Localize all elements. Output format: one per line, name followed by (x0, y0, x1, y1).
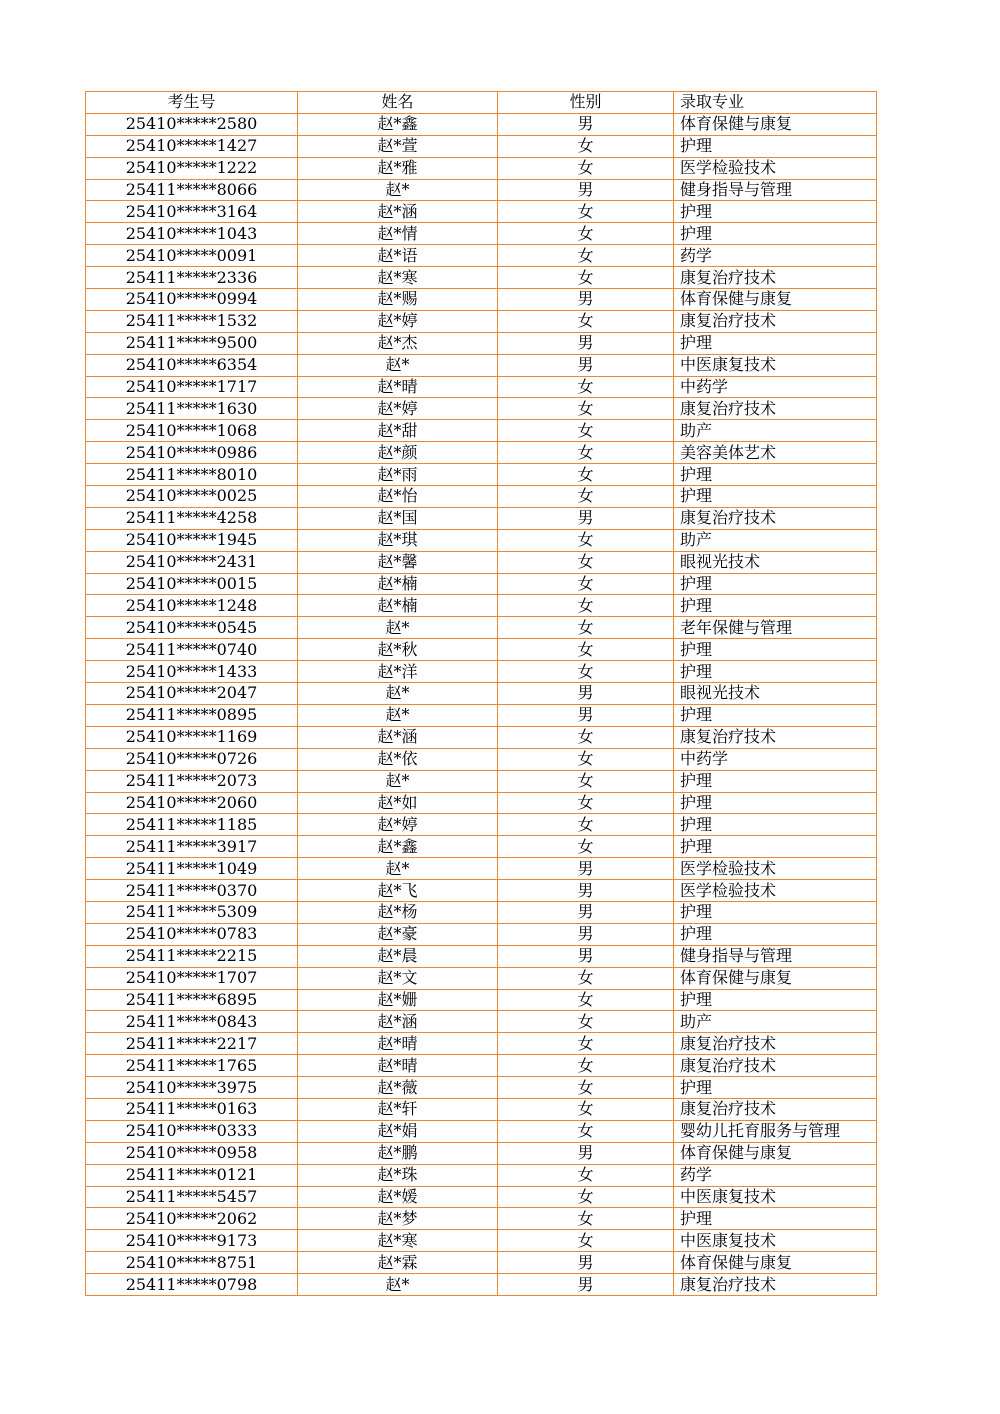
cell-exam-id: 25410*****9173 (86, 1230, 298, 1252)
cell-name: 赵*萱 (298, 135, 498, 157)
cell-major: 体育保健与康复 (674, 1252, 877, 1274)
cell-exam-id: 25411*****1532 (86, 310, 298, 332)
cell-name: 赵*轩 (298, 1098, 498, 1120)
cell-gender: 女 (498, 529, 674, 551)
cell-name: 赵*涵 (298, 201, 498, 223)
cell-gender: 女 (498, 223, 674, 245)
table-row (86, 704, 877, 726)
table-row (86, 223, 877, 245)
table-row (86, 1186, 877, 1208)
cell-exam-id: 25411*****0370 (86, 880, 298, 902)
cell-exam-id: 25411*****8066 (86, 179, 298, 201)
cell-exam-id: 25410*****2060 (86, 792, 298, 814)
cell-exam-id: 25410*****0994 (86, 289, 298, 311)
cell-name: 赵*霖 (298, 1252, 498, 1274)
cell-gender: 女 (498, 573, 674, 595)
cell-major: 健身指导与管理 (674, 945, 877, 967)
cell-name: 赵*琪 (298, 529, 498, 551)
table-row (86, 901, 877, 923)
table-row (86, 1274, 877, 1296)
cell-exam-id: 25411*****8010 (86, 464, 298, 486)
cell-major: 康复治疗技术 (674, 1274, 877, 1296)
cell-gender: 女 (498, 1033, 674, 1055)
cell-major: 护理 (674, 223, 877, 245)
cell-gender: 女 (498, 1055, 674, 1077)
cell-name: 赵*语 (298, 245, 498, 267)
table-row (86, 201, 877, 223)
cell-exam-id: 25410*****0025 (86, 486, 298, 508)
cell-gender: 男 (498, 113, 674, 135)
cell-name: 赵* (298, 683, 498, 705)
cell-exam-id: 25410*****0015 (86, 573, 298, 595)
cell-name: 赵*涵 (298, 726, 498, 748)
table-row (86, 792, 877, 814)
cell-exam-id: 25410*****1222 (86, 157, 298, 179)
cell-major: 体育保健与康复 (674, 113, 877, 135)
cell-gender: 男 (498, 901, 674, 923)
cell-major: 医学检验技术 (674, 858, 877, 880)
cell-gender: 女 (498, 157, 674, 179)
table-row (86, 639, 877, 661)
cell-name: 赵*婷 (298, 398, 498, 420)
cell-exam-id: 25410*****0958 (86, 1142, 298, 1164)
cell-exam-id: 25410*****2062 (86, 1208, 298, 1230)
cell-name: 赵*洋 (298, 661, 498, 683)
cell-major: 护理 (674, 201, 877, 223)
cell-gender: 女 (498, 420, 674, 442)
cell-gender: 女 (498, 442, 674, 464)
cell-exam-id: 25411*****2215 (86, 945, 298, 967)
cell-major: 体育保健与康复 (674, 289, 877, 311)
cell-exam-id: 25410*****6354 (86, 354, 298, 376)
cell-name: 赵*薇 (298, 1077, 498, 1099)
cell-major: 体育保健与康复 (674, 1142, 877, 1164)
cell-name: 赵*梦 (298, 1208, 498, 1230)
cell-name: 赵*文 (298, 967, 498, 989)
cell-exam-id: 25411*****0798 (86, 1274, 298, 1296)
cell-gender: 男 (498, 354, 674, 376)
cell-gender: 男 (498, 880, 674, 902)
cell-gender: 男 (498, 923, 674, 945)
cell-name: 赵*寒 (298, 267, 498, 289)
cell-gender: 男 (498, 507, 674, 529)
table-row (86, 354, 877, 376)
cell-major: 康复治疗技术 (674, 1055, 877, 1077)
cell-name: 赵*甜 (298, 420, 498, 442)
cell-exam-id: 25411*****1765 (86, 1055, 298, 1077)
table-row (86, 1230, 877, 1252)
cell-gender: 女 (498, 486, 674, 508)
cell-exam-id: 25411*****5309 (86, 901, 298, 923)
admission-table (85, 91, 877, 1296)
table-row (86, 310, 877, 332)
cell-exam-id: 25411*****3917 (86, 836, 298, 858)
cell-gender: 女 (498, 792, 674, 814)
cell-gender: 女 (498, 1120, 674, 1142)
table-row (86, 989, 877, 1011)
cell-major: 眼视光技术 (674, 551, 877, 573)
cell-major: 护理 (674, 989, 877, 1011)
cell-name: 赵*晴 (298, 1055, 498, 1077)
cell-major: 护理 (674, 792, 877, 814)
cell-name: 赵*怡 (298, 486, 498, 508)
cell-gender: 女 (498, 1011, 674, 1033)
cell-exam-id: 25411*****4258 (86, 507, 298, 529)
cell-exam-id: 25411*****1630 (86, 398, 298, 420)
cell-exam-id: 25410*****1945 (86, 529, 298, 551)
cell-name: 赵*豪 (298, 923, 498, 945)
cell-exam-id: 25410*****3164 (86, 201, 298, 223)
cell-exam-id: 25410*****3975 (86, 1077, 298, 1099)
cell-exam-id: 25410*****0091 (86, 245, 298, 267)
cell-name: 赵*赐 (298, 289, 498, 311)
cell-gender: 女 (498, 595, 674, 617)
cell-gender: 女 (498, 551, 674, 573)
table-row (86, 748, 877, 770)
cell-exam-id: 25410*****1707 (86, 967, 298, 989)
cell-major: 护理 (674, 901, 877, 923)
cell-gender: 男 (498, 858, 674, 880)
cell-gender: 女 (498, 1098, 674, 1120)
cell-name: 赵*馨 (298, 551, 498, 573)
cell-exam-id: 25411*****1049 (86, 858, 298, 880)
table-row (86, 945, 877, 967)
cell-exam-id: 25411*****2073 (86, 770, 298, 792)
table-row (86, 179, 877, 201)
table-row (86, 617, 877, 639)
cell-exam-id: 25411*****2336 (86, 267, 298, 289)
cell-name: 赵*寒 (298, 1230, 498, 1252)
table-row (86, 135, 877, 157)
cell-major: 中医康复技术 (674, 1186, 877, 1208)
cell-name: 赵*婷 (298, 814, 498, 836)
cell-exam-id: 25410*****2580 (86, 113, 298, 135)
cell-gender: 女 (498, 814, 674, 836)
cell-major: 护理 (674, 814, 877, 836)
cell-gender: 女 (498, 1186, 674, 1208)
cell-major: 护理 (674, 1208, 877, 1230)
header-gender: 性别 (498, 92, 674, 114)
cell-gender: 女 (498, 770, 674, 792)
cell-name: 赵*晴 (298, 1033, 498, 1055)
cell-major: 康复治疗技术 (674, 310, 877, 332)
table-row (86, 683, 877, 705)
table-row (86, 267, 877, 289)
cell-major: 护理 (674, 595, 877, 617)
cell-name: 赵*珠 (298, 1164, 498, 1186)
cell-name: 赵*情 (298, 223, 498, 245)
cell-gender: 女 (498, 245, 674, 267)
cell-major: 体育保健与康复 (674, 967, 877, 989)
header-major: 录取专业 (674, 92, 877, 114)
table-row (86, 923, 877, 945)
cell-major: 康复治疗技术 (674, 267, 877, 289)
cell-name: 赵*鑫 (298, 836, 498, 858)
cell-gender: 男 (498, 332, 674, 354)
cell-major: 助产 (674, 529, 877, 551)
cell-major: 护理 (674, 135, 877, 157)
cell-name: 赵*飞 (298, 880, 498, 902)
header-exam-id: 考生号 (86, 92, 298, 114)
cell-exam-id: 25410*****2431 (86, 551, 298, 573)
cell-major: 老年保健与管理 (674, 617, 877, 639)
cell-exam-id: 25411*****0895 (86, 704, 298, 726)
table-row (86, 442, 877, 464)
cell-name: 赵*楠 (298, 573, 498, 595)
cell-exam-id: 25411*****5457 (86, 1186, 298, 1208)
cell-major: 中药学 (674, 376, 877, 398)
cell-major: 医学检验技术 (674, 157, 877, 179)
cell-gender: 男 (498, 683, 674, 705)
table-row (86, 573, 877, 595)
cell-name: 赵*如 (298, 792, 498, 814)
table-row (86, 880, 877, 902)
table-row (86, 1252, 877, 1274)
cell-exam-id: 25410*****8751 (86, 1252, 298, 1274)
cell-name: 赵* (298, 617, 498, 639)
cell-name: 赵*姗 (298, 989, 498, 1011)
cell-name: 赵*晴 (298, 376, 498, 398)
cell-name: 赵* (298, 1274, 498, 1296)
cell-name: 赵* (298, 858, 498, 880)
header-row (86, 92, 877, 114)
table-row (86, 814, 877, 836)
cell-exam-id: 25411*****0843 (86, 1011, 298, 1033)
cell-name: 赵*雅 (298, 157, 498, 179)
table-row (86, 1208, 877, 1230)
cell-exam-id: 25411*****0121 (86, 1164, 298, 1186)
cell-name: 赵*婷 (298, 310, 498, 332)
cell-name: 赵*鑫 (298, 113, 498, 135)
cell-exam-id: 25410*****0783 (86, 923, 298, 945)
table-row (86, 398, 877, 420)
cell-name: 赵*依 (298, 748, 498, 770)
cell-gender: 女 (498, 267, 674, 289)
table-row (86, 1098, 877, 1120)
cell-exam-id: 25410*****1248 (86, 595, 298, 617)
cell-gender: 男 (498, 179, 674, 201)
cell-gender: 女 (498, 1230, 674, 1252)
table-row (86, 967, 877, 989)
table-row (86, 595, 877, 617)
cell-gender: 女 (498, 310, 674, 332)
cell-major: 护理 (674, 573, 877, 595)
cell-major: 美容美体艺术 (674, 442, 877, 464)
cell-major: 护理 (674, 704, 877, 726)
table-row (86, 1055, 877, 1077)
cell-exam-id: 25410*****1169 (86, 726, 298, 748)
cell-major: 药学 (674, 245, 877, 267)
cell-gender: 女 (498, 1208, 674, 1230)
cell-major: 眼视光技术 (674, 683, 877, 705)
table-row (86, 464, 877, 486)
cell-name: 赵* (298, 704, 498, 726)
cell-exam-id: 25410*****0726 (86, 748, 298, 770)
cell-major: 护理 (674, 836, 877, 858)
table-row (86, 157, 877, 179)
cell-name: 赵*杨 (298, 901, 498, 923)
cell-major: 康复治疗技术 (674, 726, 877, 748)
table-body (86, 113, 877, 1295)
cell-exam-id: 25410*****0333 (86, 1120, 298, 1142)
table-row (86, 661, 877, 683)
cell-gender: 女 (498, 967, 674, 989)
cell-exam-id: 25410*****1427 (86, 135, 298, 157)
cell-name: 赵*国 (298, 507, 498, 529)
cell-name: 赵*晨 (298, 945, 498, 967)
cell-gender: 女 (498, 1077, 674, 1099)
table-row (86, 1077, 877, 1099)
table-row (86, 113, 877, 135)
table-row (86, 726, 877, 748)
cell-gender: 男 (498, 1142, 674, 1164)
cell-gender: 女 (498, 617, 674, 639)
cell-exam-id: 25410*****1433 (86, 661, 298, 683)
cell-gender: 女 (498, 726, 674, 748)
cell-gender: 女 (498, 135, 674, 157)
table-row (86, 420, 877, 442)
cell-major: 护理 (674, 1077, 877, 1099)
cell-exam-id: 25411*****1185 (86, 814, 298, 836)
cell-exam-id: 25410*****0986 (86, 442, 298, 464)
table-row (86, 507, 877, 529)
cell-exam-id: 25411*****6895 (86, 989, 298, 1011)
cell-gender: 男 (498, 1274, 674, 1296)
cell-gender: 女 (498, 398, 674, 420)
cell-gender: 男 (498, 1252, 674, 1274)
table-row (86, 1164, 877, 1186)
cell-major: 中医康复技术 (674, 1230, 877, 1252)
cell-major: 婴幼儿托育服务与管理 (674, 1120, 877, 1142)
table-row (86, 1011, 877, 1033)
cell-name: 赵*杰 (298, 332, 498, 354)
cell-gender: 女 (498, 464, 674, 486)
cell-exam-id: 25410*****1043 (86, 223, 298, 245)
cell-exam-id: 25410*****1717 (86, 376, 298, 398)
cell-exam-id: 25410*****2047 (86, 683, 298, 705)
table-row (86, 1120, 877, 1142)
cell-major: 药学 (674, 1164, 877, 1186)
cell-major: 健身指导与管理 (674, 179, 877, 201)
cell-exam-id: 25411*****0740 (86, 639, 298, 661)
cell-major: 助产 (674, 1011, 877, 1033)
cell-major: 护理 (674, 332, 877, 354)
cell-name: 赵*鹏 (298, 1142, 498, 1164)
cell-major: 康复治疗技术 (674, 1033, 877, 1055)
table-row (86, 486, 877, 508)
cell-major: 康复治疗技术 (674, 398, 877, 420)
table-row (86, 529, 877, 551)
cell-name: 赵*秋 (298, 639, 498, 661)
table-row (86, 551, 877, 573)
cell-name: 赵*雨 (298, 464, 498, 486)
table-row (86, 1033, 877, 1055)
table-row (86, 858, 877, 880)
cell-major: 中医康复技术 (674, 354, 877, 376)
cell-exam-id: 25411*****0163 (86, 1098, 298, 1120)
cell-exam-id: 25410*****0545 (86, 617, 298, 639)
cell-name: 赵* (298, 179, 498, 201)
cell-name: 赵*楠 (298, 595, 498, 617)
cell-major: 护理 (674, 923, 877, 945)
cell-name: 赵*娟 (298, 1120, 498, 1142)
cell-exam-id: 25411*****2217 (86, 1033, 298, 1055)
cell-major: 护理 (674, 639, 877, 661)
cell-gender: 女 (498, 748, 674, 770)
table-row (86, 770, 877, 792)
cell-gender: 女 (498, 989, 674, 1011)
cell-major: 护理 (674, 486, 877, 508)
cell-gender: 男 (498, 704, 674, 726)
header-name: 姓名 (298, 92, 498, 114)
cell-gender: 女 (498, 1164, 674, 1186)
cell-name: 赵* (298, 770, 498, 792)
cell-major: 护理 (674, 661, 877, 683)
cell-major: 康复治疗技术 (674, 507, 877, 529)
cell-major: 助产 (674, 420, 877, 442)
cell-gender: 女 (498, 201, 674, 223)
cell-gender: 男 (498, 945, 674, 967)
table-row (86, 289, 877, 311)
table-row (86, 245, 877, 267)
cell-gender: 女 (498, 661, 674, 683)
cell-exam-id: 25410*****1068 (86, 420, 298, 442)
cell-major: 中药学 (674, 748, 877, 770)
cell-name: 赵*媛 (298, 1186, 498, 1208)
table-row (86, 1142, 877, 1164)
cell-gender: 女 (498, 639, 674, 661)
cell-exam-id: 25411*****9500 (86, 332, 298, 354)
cell-name: 赵* (298, 354, 498, 376)
cell-name: 赵*颜 (298, 442, 498, 464)
cell-major: 护理 (674, 464, 877, 486)
cell-major: 医学检验技术 (674, 880, 877, 902)
cell-gender: 男 (498, 289, 674, 311)
cell-gender: 女 (498, 836, 674, 858)
table-row (86, 376, 877, 398)
table-row (86, 836, 877, 858)
cell-name: 赵*涵 (298, 1011, 498, 1033)
cell-gender: 女 (498, 376, 674, 398)
cell-major: 护理 (674, 770, 877, 792)
cell-major: 康复治疗技术 (674, 1098, 877, 1120)
table-row (86, 332, 877, 354)
